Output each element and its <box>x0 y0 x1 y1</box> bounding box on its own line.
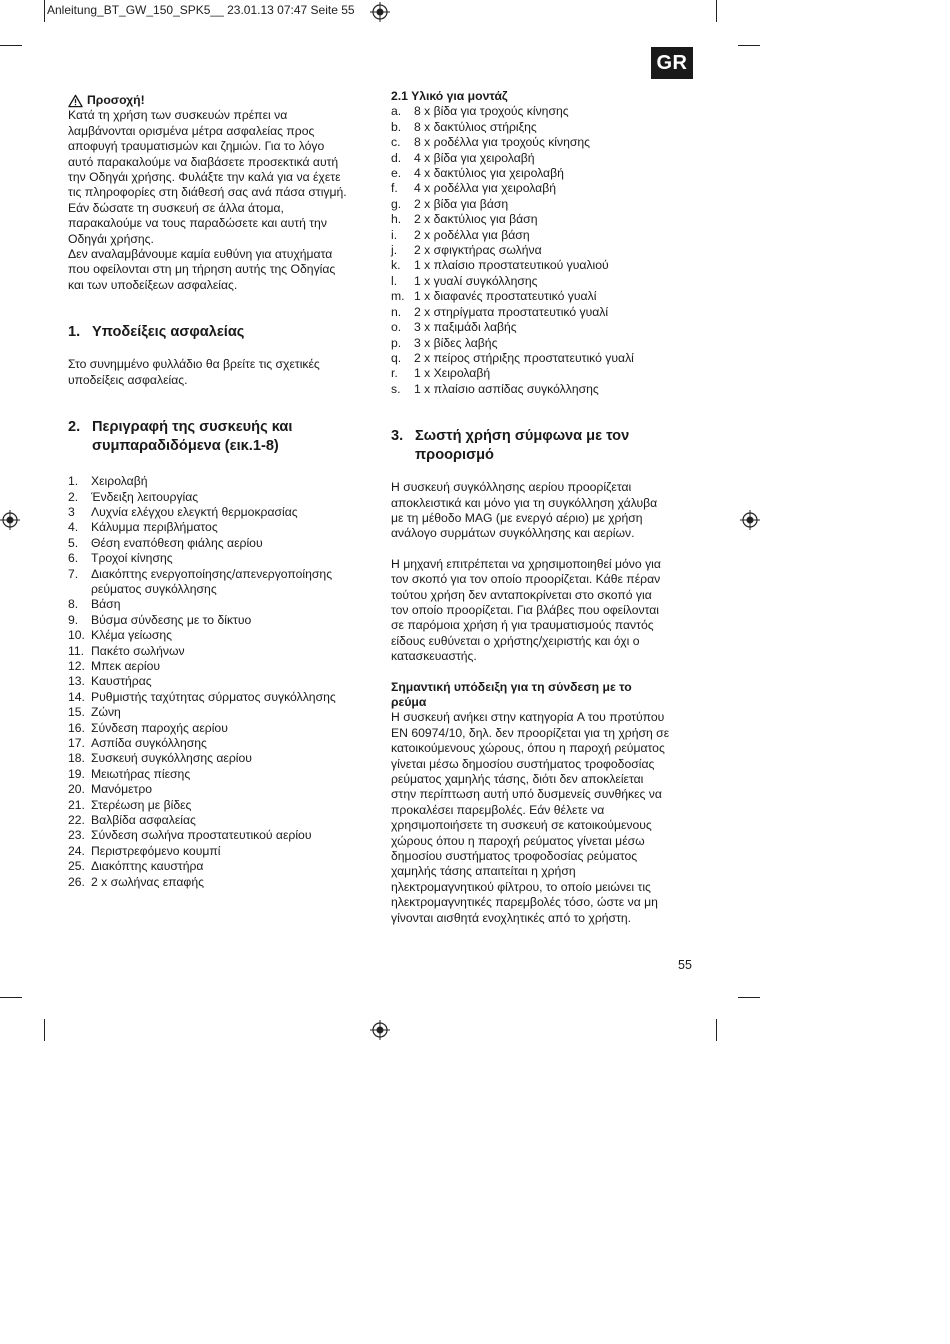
item-letter: l. <box>391 273 398 288</box>
item-text: 1 x διαφανές προστατευτικό γυαλί <box>414 289 597 304</box>
section-3-paragraph-2 <box>391 557 701 665</box>
text-line: αποφυγή τραυματισμών και ζημιών. Για το λόγο <box>68 139 325 154</box>
crop-mark <box>44 1019 45 1041</box>
text-line: παρακαλούμε να τους παραδώσετε και αυτή την <box>68 216 327 231</box>
list-item <box>68 798 368 813</box>
item-text: 4 x ροδέλλα για χειρολαβή <box>414 181 557 196</box>
item-number: 19. <box>68 766 85 781</box>
text-line: δημοσίου συστήματος τροφοδοσίας ρεύματος <box>391 849 638 864</box>
list-item <box>68 567 368 598</box>
item-text: Καυστήρας <box>91 674 152 689</box>
item-text: Σύνδεση σωλήνα προστατευτικού αερίου <box>91 828 312 843</box>
item-text: Θέση εναπόθεση φιάλης αερίου <box>91 535 263 550</box>
text-line: γίνονται αισθητά ενοχλητικές από το χρήστη. <box>391 910 632 925</box>
list-item <box>391 305 701 320</box>
item-text: 8 x δακτύλιος στήριξης <box>414 119 537 134</box>
list-item <box>68 736 368 751</box>
item-letter: q. <box>391 350 402 365</box>
parts-list <box>68 474 368 890</box>
text-line: είδους ευθύνεται ο χρήστης/χειριστής και όχι ο <box>391 633 640 648</box>
text-line: ηλεκτρομαγνητικού φίλτρου, το οποίο μειώνει τις <box>391 879 651 894</box>
list-item <box>391 336 701 351</box>
item-text: Μανόμετρο <box>91 782 153 797</box>
list-item <box>68 828 368 843</box>
text-line: την Οδηγάι χρήσης. Φυλάξτε την καλά για να έχετε <box>68 170 341 185</box>
text-line: Η συσκευή συγκόλλησης αερίου προορίζεται <box>391 480 632 495</box>
item-text: Λυχνία ελέγχου ελεγκτή θερμοκρασίας <box>91 504 298 519</box>
text-line: Η συσκευή ανήκει στην κατηγορία A του προτύπου <box>391 710 665 725</box>
item-number: 3 <box>68 504 75 519</box>
item-letter: g. <box>391 196 402 211</box>
list-item <box>68 551 368 566</box>
crop-mark <box>716 1019 717 1041</box>
section-1-heading <box>68 323 368 342</box>
language-badge: GR <box>651 47 693 79</box>
list-item <box>68 628 368 643</box>
item-number: 6. <box>68 551 79 566</box>
item-number: 16. <box>68 720 85 735</box>
text-line: κατασκευαστής. <box>391 649 477 664</box>
list-item <box>391 243 701 258</box>
item-text: Βαλβίδα ασφαλείας <box>91 813 196 828</box>
section-3-heading <box>391 427 701 465</box>
item-text: 2 x στηρίγματα προστατευτικό γυαλί <box>414 304 609 319</box>
list-item <box>68 782 368 797</box>
list-item <box>68 674 368 689</box>
item-number: 12. <box>68 658 85 673</box>
item-letter: k. <box>391 258 401 273</box>
item-letter: f. <box>391 181 398 196</box>
text-line: προκαλέσει παρεμβολές. Εάν θέλετε να <box>391 802 605 817</box>
item-text: Διακόπτης καυστήρα <box>91 859 204 874</box>
item-text: 3 x βίδες λαβής <box>414 335 498 350</box>
crop-mark <box>716 0 717 22</box>
item-text-line: ρεύματος συγκόλλησης <box>91 581 217 596</box>
list-item <box>391 320 701 335</box>
item-text: Περιστρεφόμενο κουμπί <box>91 843 221 858</box>
item-number: 20. <box>68 782 85 797</box>
text-line: και των υποδείξεων ασφαλείας. <box>68 277 238 292</box>
item-letter: e. <box>391 166 402 181</box>
print-header: Anleitung_BT_GW_150_SPK5__ 23.01.13 07:47 Seite 55 <box>47 3 355 17</box>
item-number: 26. <box>68 874 85 889</box>
item-text: 1 x πλαίσιο προστατευτικού γυαλιού <box>414 258 609 273</box>
item-text: 8 x βίδα για τροχούς κίνησης <box>414 104 569 119</box>
left-column <box>68 93 368 890</box>
list-item <box>391 104 701 119</box>
list-item <box>391 135 701 150</box>
section-1-text <box>68 357 368 388</box>
item-number: 11. <box>68 643 85 658</box>
list-item <box>68 613 368 628</box>
section-2-heading <box>68 418 368 456</box>
list-item <box>391 197 701 212</box>
text-line: υποδείξεις ασφαλείας. <box>68 372 188 387</box>
item-number: 24. <box>68 843 85 858</box>
text-line: Κατά τη χρήση των συσκευών πρέπει να <box>68 108 288 123</box>
list-item <box>391 351 701 366</box>
power-note-text <box>391 710 701 926</box>
text-line: που οφείλονται στη μη τήρηση αυτής της Οδηγίας <box>68 262 336 277</box>
item-text: Συσκευή συγκόλλησης αερίου <box>91 751 252 766</box>
list-item <box>68 490 368 505</box>
registration-mark-icon <box>370 1020 390 1040</box>
item-number: 10. <box>68 628 85 643</box>
section-number: 3. <box>391 428 404 445</box>
item-number: 13. <box>68 674 85 689</box>
item-text: Μειωτήρας πίεσης <box>91 766 191 781</box>
text-line: Σημαντική υπόδειξη για τη σύνδεση με το <box>391 679 632 694</box>
registration-mark-icon <box>740 510 760 530</box>
item-number: 25. <box>68 859 85 874</box>
item-text: Βύσμα σύνδεσης με το δίκτυο <box>91 612 252 627</box>
warning-heading <box>68 93 368 108</box>
crop-mark <box>738 997 760 998</box>
crop-mark <box>738 45 760 46</box>
item-letter: p. <box>391 335 402 350</box>
power-note-heading <box>391 680 701 711</box>
list-item <box>391 228 701 243</box>
crop-mark <box>0 45 22 46</box>
item-letter: h. <box>391 212 402 227</box>
registration-mark-icon <box>370 2 390 22</box>
text-line: χώρους όπου η παροχή ρεύματος γίνεται μέσω <box>391 833 645 848</box>
list-item <box>68 536 368 551</box>
list-item <box>68 705 368 720</box>
text-line: ρεύμα <box>391 695 427 709</box>
item-letter: i. <box>391 227 398 242</box>
section-title: Υποδείξεις ασφαλείας <box>92 324 245 341</box>
item-letter: n. <box>391 304 402 319</box>
list-item <box>68 520 368 535</box>
subsection-2-1-heading: 2.1 Υλικό για μοντάζ <box>391 89 508 103</box>
item-text: 1 x πλαίσιο ασπίδας συγκόλλησης <box>414 381 599 396</box>
item-text: Σύνδεση παροχής αερίου <box>91 720 228 735</box>
section-title-line: Περιγραφή της συσκευής και <box>92 419 293 436</box>
list-item <box>391 274 701 289</box>
item-number: 4. <box>68 520 79 535</box>
item-number: 22. <box>68 813 85 828</box>
item-letter: s. <box>391 381 401 396</box>
list-item <box>68 844 368 859</box>
item-letter: r. <box>391 366 398 381</box>
item-text: Μπεκ αερίου <box>91 658 161 673</box>
text-line: χρησιμοποιήσετε τη συσκευή σε κατοικούμενους <box>391 818 652 833</box>
item-number: 8. <box>68 597 79 612</box>
list-item <box>391 166 701 181</box>
list-item <box>391 181 701 196</box>
item-letter: j. <box>391 243 398 258</box>
list-item <box>68 474 368 489</box>
section-3-paragraph-1 <box>391 480 701 542</box>
section-title-line: συμπαραδιδόμενα (εικ.1-8) <box>92 438 279 455</box>
list-item <box>68 597 368 612</box>
item-text: 2 x ροδέλλα για βάση <box>414 227 530 242</box>
item-number: 18. <box>68 751 85 766</box>
item-text: Ένδειξη λειτουργίας <box>91 489 199 504</box>
text-line: γίνεται μέσω δημοσίου συστήματος τροφοδοσίας <box>391 756 655 771</box>
item-number: 21. <box>68 797 85 812</box>
item-letter: m. <box>391 289 405 304</box>
text-line: τις πληροφορίες στη διάθεσή σας ανά πάσα στιγμή. <box>68 185 347 200</box>
item-text <box>91 567 332 598</box>
text-line: κατοικούμενους χώρους, όπου η παροχή ρεύματος <box>391 741 665 756</box>
assembly-material-list <box>391 104 701 397</box>
list-item <box>68 751 368 766</box>
list-item <box>391 289 701 304</box>
item-text: 2 x πείρος στήριξης προστατευτικό γυαλί <box>414 350 634 365</box>
list-item <box>391 366 701 381</box>
text-line: ανάλογο συρμάτων συγκόλλησης και αερίων. <box>391 526 635 541</box>
item-number: 5. <box>68 535 79 550</box>
section-title-line: Σωστή χρήση σύμφωνα με τον <box>415 428 630 445</box>
list-item <box>391 382 701 397</box>
item-text: Χειρολαβή <box>91 474 148 489</box>
warning-text <box>68 108 368 293</box>
list-item <box>391 258 701 273</box>
list-item <box>68 813 368 828</box>
section-title <box>92 418 292 456</box>
right-column <box>391 89 701 926</box>
text-line: αποκλειστικά και μόνο για τη συγκόλληση χάλυβα <box>391 495 658 510</box>
item-number: 23. <box>68 828 85 843</box>
list-item <box>68 721 368 736</box>
list-item <box>68 505 368 520</box>
crop-mark <box>44 0 45 22</box>
text-line: Η μηχανή επιτρέπεται να χρησιμοποιηθεί μόνο για <box>391 556 661 571</box>
item-text: 4 x δακτύλιος για χειρολαβή <box>414 166 564 181</box>
section-number: 1. <box>68 324 81 341</box>
text-line: χαμηλής τάσης απαιτείται η χρήση <box>391 864 576 879</box>
section-number: 2. <box>68 419 81 436</box>
text-line: Στο συνημμένο φυλλάδιο θα βρείτε τις σχετικές <box>68 357 320 372</box>
list-item <box>68 875 368 890</box>
item-letter: c. <box>391 135 401 150</box>
item-letter: o. <box>391 320 402 335</box>
item-text: Στερέωση με βίδες <box>91 797 192 812</box>
item-text: Πακέτο σωλήνων <box>91 643 185 658</box>
text-line: Οδηγάι χρήσης. <box>68 231 154 246</box>
item-number: 9. <box>68 612 79 627</box>
item-text: 2 x βίδα για βάση <box>414 196 509 211</box>
item-text: Βάση <box>91 597 121 612</box>
item-text: 1 x γυαλί συγκόλλησης <box>414 273 538 288</box>
warning-title: Προσοχή! <box>87 93 145 107</box>
text-line: ρεύματος χαμηλής τάσης, διότι δεν αποκλείεται <box>391 772 644 787</box>
page-number: 55 <box>678 958 692 972</box>
item-number: 14. <box>68 689 85 704</box>
text-line: τον σκοπό για τον οποίο προορίζεται. Κάθε πέραν <box>391 572 661 587</box>
text-line: EN 60974/10, δηλ. δεν προορίζεται για τη χρήση σε <box>391 725 670 740</box>
text-line: Δεν αναλαμβάνουμε καμία ευθύνη για ατυχήματα <box>68 247 333 262</box>
list-item <box>68 659 368 674</box>
section-title-line: προορισμό <box>415 447 494 464</box>
crop-mark <box>0 997 22 998</box>
registration-mark-icon <box>0 510 20 530</box>
item-letter: a. <box>391 104 402 119</box>
list-item <box>391 212 701 227</box>
item-text-line: Διακόπτης ενεργοποίησης/απενεργοποίησης <box>91 566 333 581</box>
item-text: 1 x Χειρολαβή <box>414 366 491 381</box>
item-text: 2 x σφιγκτήρας σωλήνα <box>414 243 542 258</box>
text-line: σε παρόμοια χρήση ή για τραυματισμούς παντός <box>391 618 654 633</box>
item-number: 15. <box>68 705 85 720</box>
text-line: λαμβάνονται ορισμένα μέτρα ασφαλείας προς <box>68 123 315 138</box>
list-item <box>391 151 701 166</box>
list-item <box>68 690 368 705</box>
item-number: 7. <box>68 566 79 581</box>
warning-triangle-icon <box>68 94 83 108</box>
text-line: τον οποίο προορίζεται. Για βλάβες που οφείλονται <box>391 602 659 617</box>
list-item <box>391 120 701 135</box>
list-item <box>68 644 368 659</box>
list-item <box>68 767 368 782</box>
item-text: Κάλυμμα περιβλήματος <box>91 520 218 535</box>
item-letter: d. <box>391 150 402 165</box>
item-text: 4 x βίδα για χειρολαβή <box>414 150 535 165</box>
item-text: 3 x παξιμάδι λαβής <box>414 320 517 335</box>
item-letter: b. <box>391 119 402 134</box>
section-title <box>415 427 629 465</box>
text-line: τούτου χρήση δεν ανταποκρίνεται στο σκοπό για <box>391 587 652 602</box>
item-text: Ασπίδα συγκόλλησης <box>91 736 207 750</box>
text-line: ηλεκτρομαγνητικές παρεμβολές τόσο, ώστε να μη <box>391 895 658 910</box>
item-number: 17. <box>68 736 85 750</box>
item-number: 1. <box>68 474 79 489</box>
item-text: Κλέμα γείωσης <box>91 628 173 643</box>
item-text: Τροχοί κίνησης <box>91 551 173 566</box>
item-text: 2 x δακτύλιος για βάση <box>414 212 538 227</box>
item-text: Ρυθμιστής ταχύτητας σύρματος συγκόλλησης <box>91 689 336 704</box>
text-line: στην περίπτωση αυτή υπό δυσμενείς συνθήκες να <box>391 787 662 802</box>
text-line: Εάν δώσατε τη συσκευή σε άλλα άτομα, <box>68 200 284 215</box>
item-number: 2. <box>68 489 79 504</box>
item-text: 2 x σωλήνας επαφής <box>91 874 204 889</box>
text-line: με τη μέθοδο MAG (με ενεργό αέριο) με χρήση <box>391 510 643 525</box>
item-text: 8 x ροδέλλα για τροχούς κίνησης <box>414 135 591 150</box>
text-line: αυτό παρακαλούμε να διαβάσετε προσεκτικά αυτή <box>68 154 339 169</box>
item-text: Ζώνη <box>91 705 121 720</box>
list-item <box>68 859 368 874</box>
